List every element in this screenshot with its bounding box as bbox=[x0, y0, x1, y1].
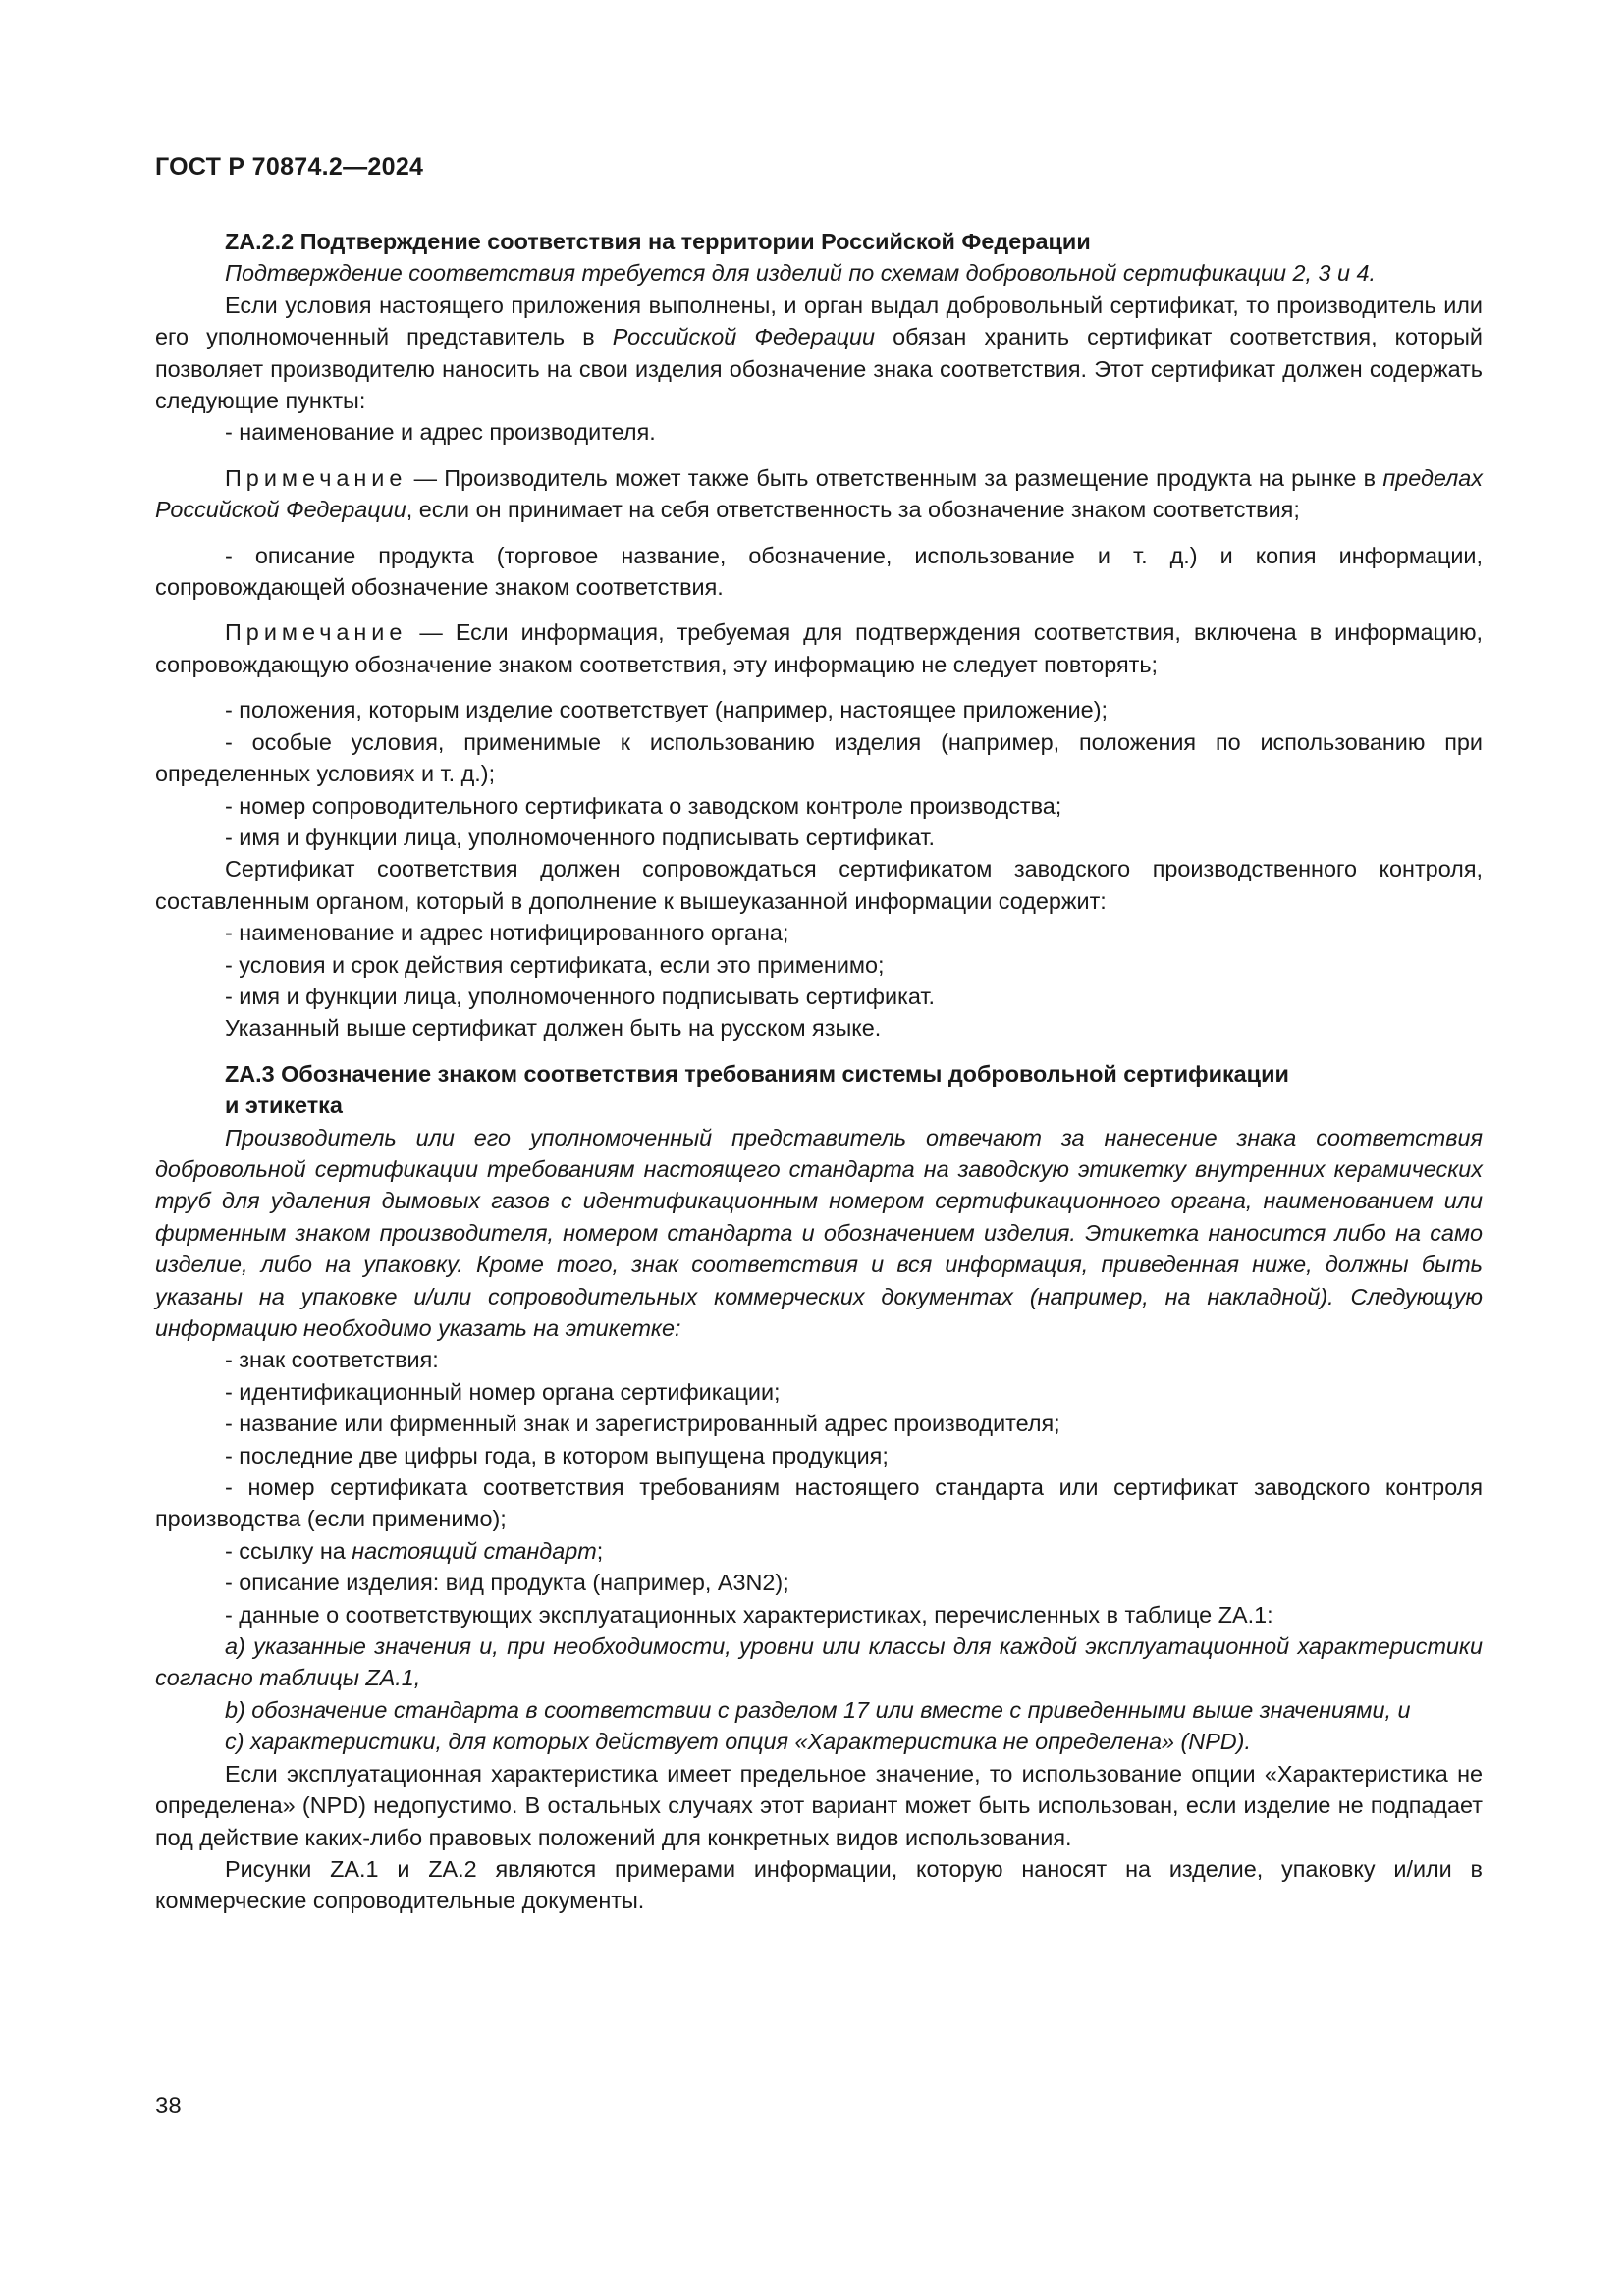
text-run: — Производитель может также быть ответственным за размещение продукта на рынке в bbox=[406, 464, 1383, 491]
list-item: - положения, которым изделие соответствует (например, настоящее приложение); bbox=[225, 697, 1108, 723]
list-item: - идентификационный номер органа сертификации; bbox=[225, 1378, 781, 1405]
note-label: Примечание bbox=[225, 464, 407, 491]
page-number: 38 bbox=[155, 2093, 182, 2119]
text-run: Если условия настоящего приложения выполнены, и орган выдал добровольный сертификат, то производитель или его уполномоченный представитель в bbox=[155, 292, 1483, 350]
sub-item-c: c) характеристики, для которых действует опция «Характеристика не определена» (NPD). bbox=[225, 1729, 1251, 1755]
paragraph-language: Указанный выше сертификат должен быть на русском языке. bbox=[225, 1015, 882, 1041]
text-run: , если он принимает на себя ответственность за обозначение знаком соответствия; bbox=[406, 497, 1300, 523]
list-item: - условия и срок действия сертификата, если это применимо; bbox=[225, 951, 885, 978]
sub-item-b: b) обозначение стандарта в соответствии с разделом 17 или вместе с приведенными выше значениями, и bbox=[225, 1696, 1411, 1723]
note-label: Примечание bbox=[225, 619, 407, 646]
list-item: - имя и функции лица, уполномоченного подписывать сертификат. bbox=[225, 983, 935, 1009]
text-run: ; bbox=[596, 1537, 604, 1564]
list-item: - знак соответствия: bbox=[225, 1347, 439, 1373]
text-run: обязан хранить сертификат соответствия, который позволяет производителю наносить на свои изделия обозначение знака соответствия. Этот сертификат должен содержать следующие пункты: bbox=[155, 324, 1483, 414]
heading-line: и этикетка bbox=[225, 1093, 343, 1119]
list-item: - особые условия, применимые к использованию изделия (например, положения по использованию при определенных условиях и т. д.); bbox=[155, 728, 1483, 787]
list-item: - данные о соответствующих эксплуатационных характеристиках, перечисленных в таблице ZA.1: bbox=[225, 1601, 1273, 1628]
standard-code: ГОСТ Р 70874.2—2024 bbox=[155, 153, 424, 181]
sub-item-a: a) указанные значения и, при необходимости, уровни или классы для каждой эксплуатационной характеристики согласно таблицы ZA.1, bbox=[155, 1633, 1483, 1691]
paragraph-figures: Рисунки ZA.1 и ZA.2 являются примерами информации, которую наносят на изделие, упаковку и/или в коммерческие сопроводительные документы. bbox=[155, 1855, 1483, 1914]
intro-paragraph: Производитель или его уполномоченный представитель отвечают за нанесение знака соответствия добровольной сертификации требованиям настоящего стандарта на заводскую этикетку внутренних керамических труб для удаления дымовых газов с идентификационным номером сертификационного органа, наименованием или фирменным знаком производителя, номером стандарта и обозначением изделия. Этикетка наносится либо на само изделие, либо на упаковку. Кроме того, знак соответствия и вся информация, приведенная ниже, должны быть указаны на упаковке и/или сопроводительных коммерческих документах (например, на накладной). Следующую информацию необходимо указать на этикетке: bbox=[155, 1124, 1483, 1341]
list-item: - последние две цифры года, в котором выпущена продукция; bbox=[225, 1442, 889, 1468]
list-item: - номер сертификата соответствия требованиям настоящего стандарта или сертификат заводского контроля производства (если применимо); bbox=[155, 1474, 1483, 1532]
text-run: — Если информация, требуемая для подтверждения соответствия, включена в информацию, сопровождающую обозначение знаком соответствия, эту информацию не следует повторять; bbox=[155, 619, 1483, 677]
text-run-italic: пределах Российской Федерации bbox=[155, 464, 1483, 523]
paragraph-npd: Если эксплуатационная характеристика имеет предельное значение, то использование опции «Характеристика не определена» (NPD) недопустимо. В остальных случаях этот вариант может быть использован, если изделие не подпадает под действие каких-либо правовых положений для конкретных видов использования. bbox=[155, 1760, 1483, 1850]
note-paragraph-1 bbox=[155, 462, 1483, 526]
list-item-reference bbox=[155, 1535, 1483, 1567]
list-item: - наименование и адрес нотифицированного органа; bbox=[225, 920, 789, 946]
list-item: - имя и функции лица, уполномоченного подписывать сертификат. bbox=[225, 824, 935, 850]
list-item: - номер сопроводительного сертификата о заводском контроле производства; bbox=[225, 792, 1062, 819]
list-item: - описание изделия: вид продукта (например, A3N2); bbox=[225, 1570, 789, 1596]
intro-paragraph: Подтверждение соответствия требуется для изделий по схемам добровольной сертификации 2, 3 и 4. bbox=[225, 260, 1377, 287]
list-item: - описание продукта (торговое название, обозначение, использование и т. д.) и копия информации, сопровождающей обозначение знаком соответствия. bbox=[155, 542, 1483, 601]
paragraph-factory-control: Сертификат соответствия должен сопровождаться сертификатом заводского производственного контроля, составленным органом, который в дополнение к вышеуказанной информации содержит: bbox=[155, 856, 1483, 914]
page-content bbox=[155, 226, 1483, 1917]
list-item: - наименование и адрес производителя. bbox=[225, 419, 656, 446]
section-heading-za3 bbox=[155, 1058, 1483, 1122]
text-run-italic: Российской Федерации bbox=[612, 324, 876, 350]
text-run: - ссылку на bbox=[225, 1537, 352, 1564]
note-paragraph-2 bbox=[155, 616, 1483, 680]
text-run-italic: настоящий стандарт bbox=[352, 1537, 597, 1564]
list-item: - название или фирменный знак и зарегистрированный адрес производителя; bbox=[225, 1411, 1060, 1437]
section-heading-za22: ZA.2.2 Подтверждение соответствия на территории Российской Федерации bbox=[225, 229, 1091, 254]
paragraph-certificate bbox=[155, 290, 1483, 417]
heading-line: ZA.3 Обозначение знаком соответствия требованиям системы добровольной сертификации bbox=[225, 1060, 1289, 1087]
